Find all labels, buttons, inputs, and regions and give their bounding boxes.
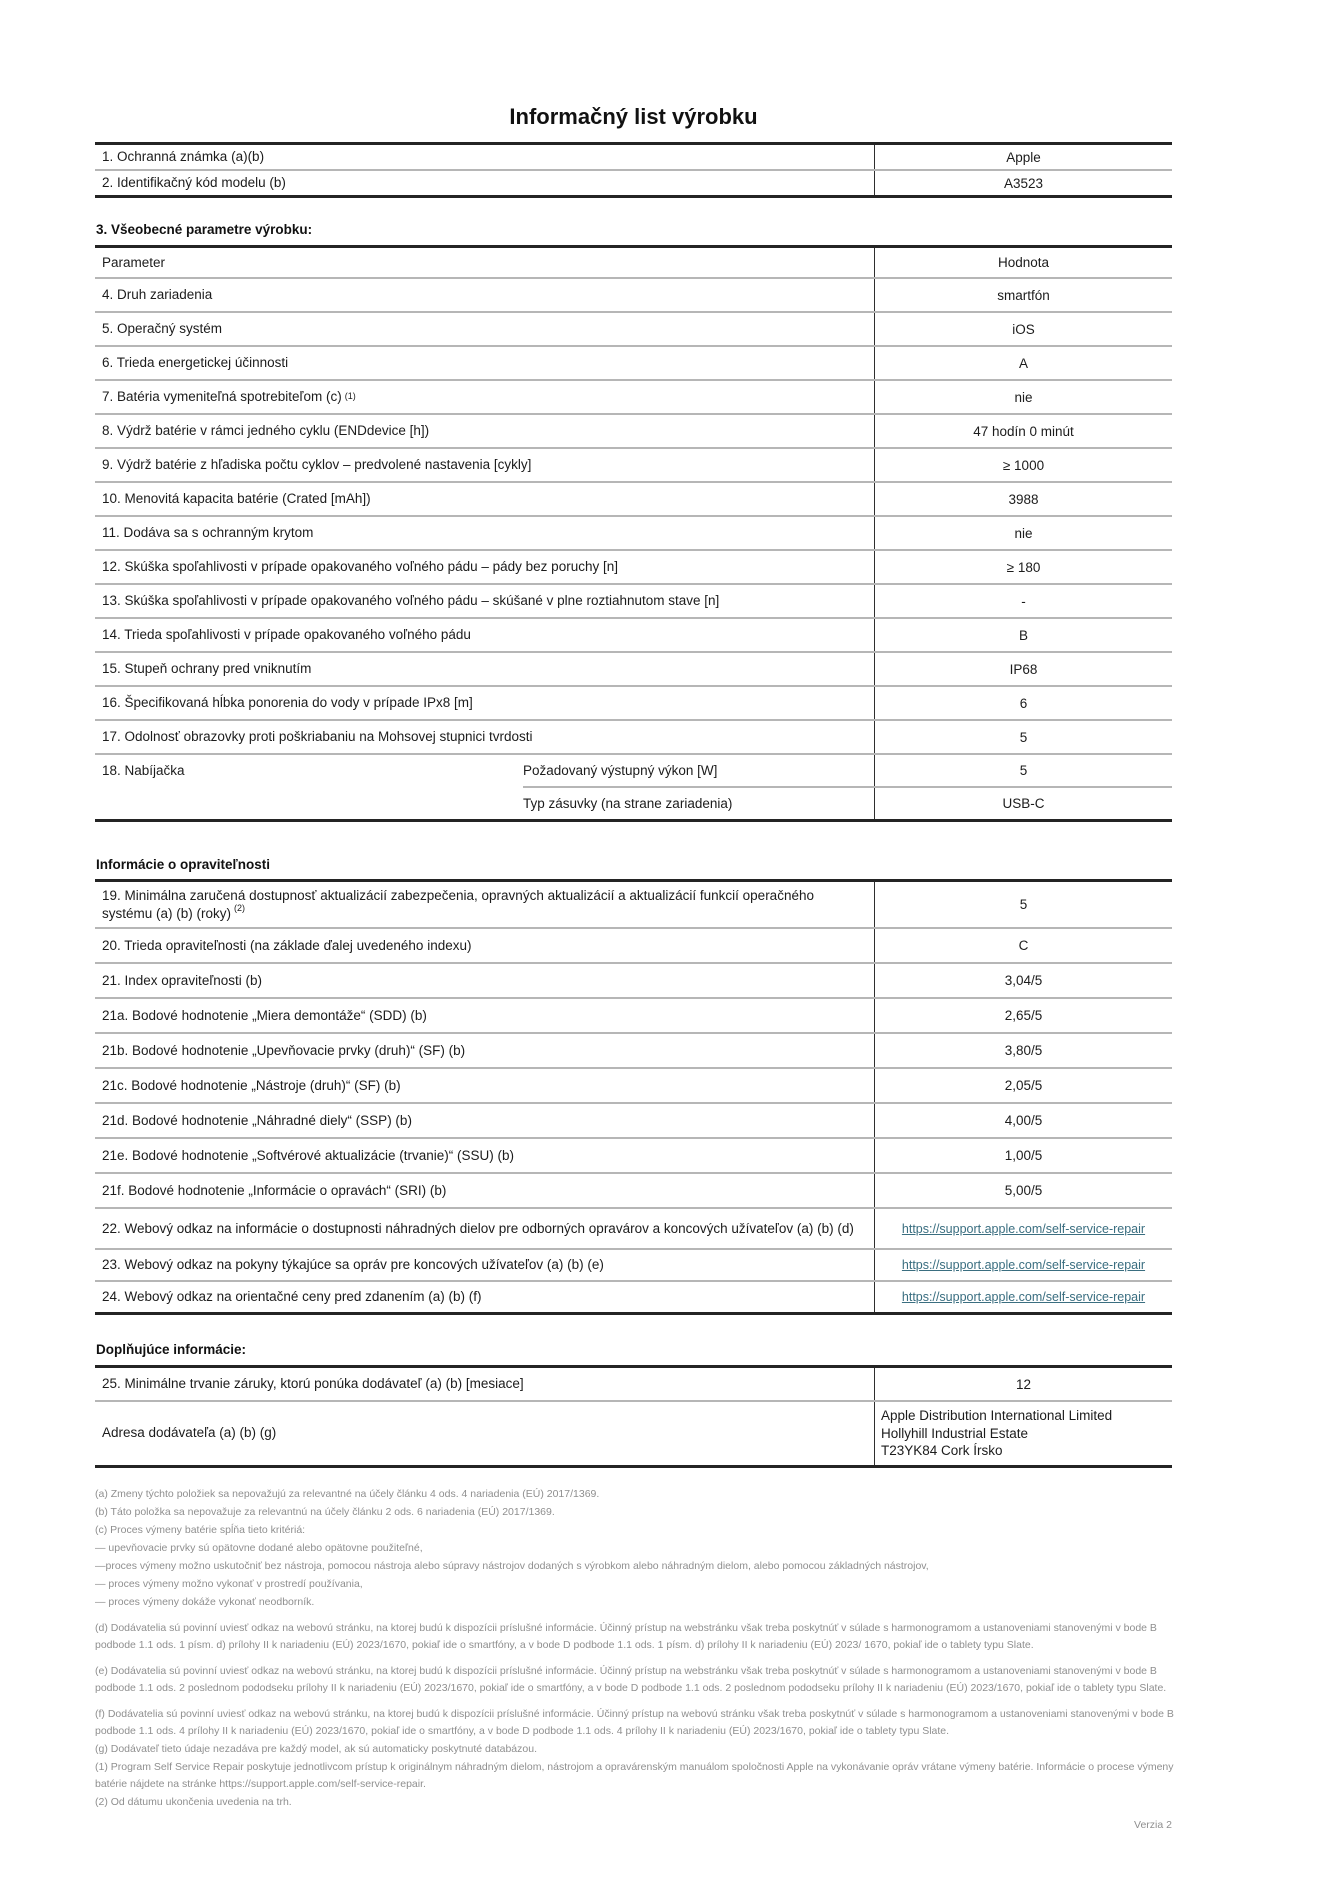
table-row xyxy=(95,1067,1172,1102)
param-value: ≥ 1000 xyxy=(1002,457,1045,473)
table-row xyxy=(95,379,1172,413)
param-label: 11. Dodáva sa s ochranným krytom xyxy=(95,517,875,549)
footnote-2: (2) Od dátumu ukončenia uvedenia na trh. xyxy=(95,1795,292,1808)
footnote-f: (f) Dodávatelia sú povinní uviesť odkaz na webovú stránku, na ktorej budú k dispozícii príslušné informácie. Účinný prístup na webovú stránku však treba poskytnúť v súlade s harmonogramom a ustanoveniami stanovenými v bode B podbode 1.1 ods. 4 prílohy II k nariadeniu (EÚ) 2023/1670, pokiaľ ide o smartfóny, a v bode D podbode 1.1 ods. 4 prílohy II k nariadeniu (EÚ) 2023/1670, pokiaľ ide o tablety typu Slate. xyxy=(95,1707,1174,1737)
param-label xyxy=(95,882,875,927)
param-label-text xyxy=(102,887,860,923)
param-label: 4. Druh zariadenia xyxy=(95,279,875,311)
product-information-sheet xyxy=(95,0,1172,1831)
supplier-address-row xyxy=(95,1400,1172,1465)
param-label: 9. Výdrž batérie z hľadiska počtu cyklov – predvolené nastavenia [cykly] xyxy=(95,449,875,481)
param-label: 14. Trieda spoľahlivosti v prípade opakovaného voľného pádu xyxy=(95,619,875,651)
table-row xyxy=(95,719,1172,753)
param-value: 2,05/5 xyxy=(1004,1078,1043,1093)
param-value: B xyxy=(1018,627,1028,643)
param-label: 5. Operačný systém xyxy=(95,313,875,345)
param-value: 3,80/5 xyxy=(1004,1043,1043,1058)
footnote-d: (d) Dodávatelia sú povinní uviesť odkaz na webovú stránku, na ktorej budú k dispozícii príslušné informácie. Účinný prístup na webstránku však treba poskytnúť v súlade s harmonogramom a ustanoveniami stanovenými v bode B podbode 1.1 ods. 1 písm. d) prílohy II k nariadeniu (EÚ) 2023/1670, pokiaľ ide o smartfóny, a v bode D podbode 1.1 ods. 1 písm. d) prílohy II k nariadeniu (EÚ) 2023/ 1670, pokiaľ ide o tablety typu Slate. xyxy=(95,1621,1157,1651)
param-value: 2,65/5 xyxy=(1004,1008,1043,1023)
param-value xyxy=(875,1282,1172,1312)
charger-row xyxy=(95,753,1172,819)
table-row xyxy=(95,1137,1172,1172)
trademark-value: Apple xyxy=(1006,149,1041,165)
footnote-c-item-1: — upevňovacie prvky sú opätovne dodané alebo opätovne použiteľné, xyxy=(95,1541,423,1554)
table-row xyxy=(95,1207,1172,1248)
supplier-city: T23YK84 Cork Írsko xyxy=(881,1443,1003,1458)
charger-label: 18. Nabíjačka xyxy=(102,763,185,778)
param-value xyxy=(875,1250,1172,1280)
param-label: 8. Výdrž batérie v rámci jedného cyklu (ENDdevice [h]) xyxy=(95,415,875,447)
table-row xyxy=(95,1032,1172,1067)
param-value: nie xyxy=(1014,525,1033,541)
warranty-value: 12 xyxy=(1015,1376,1032,1392)
footnotes xyxy=(95,1486,1195,1811)
param-value: 47 hodín 0 minút xyxy=(973,423,1074,439)
footnote-ref-2: (2) xyxy=(234,903,246,913)
param-value: smartfón xyxy=(997,287,1050,303)
footnote-g: (g) Dodávateľ tieto údaje nezadáva pre každý model, ak sú automaticky poskytnuté databázou. xyxy=(95,1742,537,1755)
param-label: 10. Menovitá kapacita batérie (Crated [mAh]) xyxy=(95,483,875,515)
param-value xyxy=(875,1209,1172,1248)
table-row xyxy=(95,145,1172,169)
param-value: 4,00/5 xyxy=(1004,1113,1043,1128)
section-heading-repairability: Informácie o opraviteľnosti xyxy=(96,857,270,872)
footnote-e: (e) Dodávatelia sú povinní uviesť odkaz na webovú stránku, na ktorej budú k dispozícii príslušné informácie. Účinný prístup na webstránku však treba poskytnúť v súlade s harmonogramom a ustanoveniami stanovenými v bode B podbode 1.1 ods. 2 poslednom pododseku prílohy II k nariadeniu (EÚ) 2023/1670, pokiaľ ide o smartfóny, a v bode D podbode 1.1 ods. 2 poslednom pododseku prílohy II k nariadeniu (EÚ) 2023/1670, pokiaľ ide o tablety typu Slate. xyxy=(95,1664,1167,1694)
version-label: Verzia 2 xyxy=(1134,1818,1172,1831)
table-row xyxy=(95,345,1172,379)
param-value: 6 xyxy=(1019,695,1028,711)
param-label: 21f. Bodové hodnotenie „Informácie o opravách“ (SRI) (b) xyxy=(95,1174,875,1207)
supplier-name: Apple Distribution International Limited xyxy=(881,1408,1113,1423)
param-label: 17. Odolnosť obrazovky proti poškriabaniu na Mohsovej stupnici tvrdosti xyxy=(95,721,875,753)
repair-instructions-link[interactable]: https://support.apple.com/self-service-repair xyxy=(901,1258,1146,1272)
footnote-b: (b) Táto položka sa nepovažuje za relevantnú na účely článku 2 ods. 6 nariadenia (EÚ) 2017/1369. xyxy=(95,1505,555,1518)
param-value: 3988 xyxy=(1008,491,1039,507)
param-label: 7. Batéria vymeniteľná spotrebiteľom (c) $^{(1)}$ xyxy=(95,381,875,413)
param-label: 20. Trieda opraviteľnosti (na základe ďalej uvedeného indexu) xyxy=(95,929,875,962)
footnote-c-item-4: — proces výmeny dokáže vykonať neodborník. xyxy=(95,1595,315,1608)
charger-output-power-value: 5 xyxy=(1019,763,1028,778)
identification-table xyxy=(95,142,1172,198)
param-label: 24. Webový odkaz na orientačné ceny pred zdanením (a) (b) (f) xyxy=(95,1282,875,1312)
param-label: 22. Webový odkaz na informácie o dostupnosti náhradných dielov pre odborných opravárov a koncových užívateľov (a) (b) (d) xyxy=(95,1209,875,1248)
table-row xyxy=(95,882,1172,927)
footnote-1: (1) Program Self Service Repair poskytuje jednotlivcom prístup k originálnym náhradným dielom, nástrojom a opravárenským manuálom spoločnosti Apple na vykonávanie opráv vrátane výmeny batérie. Informácie o procese výmeny batérie nájdete na stránke https://support.apple.com/self-service-repair. xyxy=(95,1760,1174,1790)
additional-information-table xyxy=(95,1365,1172,1468)
param-label-text: 7. Batéria vymeniteľná spotrebiteľom (c) xyxy=(102,389,342,404)
pretax-prices-link[interactable]: https://support.apple.com/self-service-repair xyxy=(901,1290,1146,1304)
footnote-c-item-3: — proces výmeny možno vykonať v prostredí používania, xyxy=(95,1577,363,1590)
trademark-label: 1. Ochranná známka (a)(b) xyxy=(95,145,875,169)
table-row xyxy=(95,277,1172,311)
charger-output-power-label: Požadovaný výstupný výkon [W] xyxy=(523,755,875,786)
table-row xyxy=(95,685,1172,719)
param-label: 21d. Bodové hodnotenie „Náhradné diely“ (SSP) (b) xyxy=(95,1104,875,1137)
supplier-address-label: Adresa dodávateľa (a) (b) (g) xyxy=(95,1402,875,1465)
table-row xyxy=(95,927,1172,962)
footnote-c: (c) Proces výmeny batérie spĺňa tieto kritériá: xyxy=(95,1523,306,1536)
param-value: 5 xyxy=(1019,729,1028,745)
footnote-a: (a) Zmeny týchto položiek sa nepovažujú za relevantné na účely článku 4 ods. 4 nariadenia (EÚ) 2017/1369. xyxy=(95,1487,600,1500)
table-row xyxy=(95,1280,1172,1312)
update-availability-label: 19. Minimálna zaručená dostupnosť aktualizácií zabezpečenia, opravných aktualizácií a aktualizácií funkcií operačného systému (a) (b) (roky) xyxy=(102,887,814,921)
section-heading-additional: Doplňujúce informácie: xyxy=(96,1342,247,1357)
charger-subtable xyxy=(523,755,1172,819)
param-label: 6. Trieda energetickej účinnosti xyxy=(95,347,875,379)
param-value: C xyxy=(1018,938,1029,953)
repairability-table xyxy=(95,879,1172,1315)
param-value: iOS xyxy=(1012,321,1035,337)
table-row xyxy=(95,515,1172,549)
param-label: 12. Skúška spoľahlivosti v prípade opakovaného voľného pádu – pády bez poruchy [n] xyxy=(95,551,875,583)
param-label: 21b. Bodové hodnotenie „Upevňovacie prvky (druh)“ (SF) (b) xyxy=(95,1034,875,1067)
supplier-street: Hollyhill Industrial Estate xyxy=(881,1425,1029,1441)
table-row xyxy=(95,617,1172,651)
table-row xyxy=(95,583,1172,617)
page-title: Informačný list výrobku xyxy=(509,104,758,129)
param-label: 23. Webový odkaz na pokyny týkajúce sa opráv pre koncových užívateľov (a) (b) (e) xyxy=(95,1250,875,1280)
table-row xyxy=(95,413,1172,447)
param-value: 3,04/5 xyxy=(1004,973,1043,988)
param-label: 21c. Bodové hodnotenie „Nástroje (druh)“ (SF) (b) xyxy=(95,1069,875,1102)
table-row xyxy=(523,786,1172,819)
table-row xyxy=(523,755,1172,786)
table-row xyxy=(95,311,1172,345)
column-header-value: Hodnota xyxy=(997,255,1050,270)
table-row xyxy=(95,549,1172,583)
table-row xyxy=(95,169,1172,195)
param-value: nie xyxy=(1014,389,1033,405)
param-label: 15. Stupeň ochrany pred vniknutím xyxy=(95,653,875,685)
param-value: - xyxy=(1021,593,1026,609)
table-row xyxy=(95,1248,1172,1280)
section-heading-general: 3. Všeobecné parametre výrobku: xyxy=(96,222,313,237)
param-value: IP68 xyxy=(1009,661,1038,677)
table-row xyxy=(95,997,1172,1032)
model-id-value: A3523 xyxy=(1003,175,1044,191)
model-id-label: 2. Identifikačný kód modelu (b) xyxy=(95,171,875,195)
table-row xyxy=(95,1172,1172,1207)
param-label: 16. Špecifikovaná hĺbka ponorenia do vody v prípade IPx8 [m] xyxy=(95,687,875,719)
table-row xyxy=(95,481,1172,515)
table-row xyxy=(95,1368,1172,1400)
param-label: 21. Index opraviteľnosti (b) xyxy=(95,964,875,997)
param-label: 21a. Bodové hodnotenie „Miera demontáže“ (SDD) (b) xyxy=(95,999,875,1032)
table-header-row xyxy=(95,248,1172,277)
param-value: 1,00/5 xyxy=(1004,1148,1043,1163)
charger-socket-type-label: Typ zásuvky (na strane zariadenia) xyxy=(523,788,875,819)
param-value: A xyxy=(1018,355,1028,371)
table-row xyxy=(95,651,1172,685)
footnote-c-item-2: —proces výmeny možno uskutočniť bez nástroja, pomocou nástroja alebo súpravy nástrojov dodaných s výrobkom alebo náhradným dielom, alebo pomocou základných nástrojov, xyxy=(95,1559,929,1572)
spare-parts-link[interactable]: https://support.apple.com/self-service-repair xyxy=(901,1221,1146,1236)
table-row xyxy=(95,962,1172,997)
param-label: 21e. Bodové hodnotenie „Softvérové aktualizácie (trvanie)“ (SSU) (b) xyxy=(95,1139,875,1172)
general-parameters-table xyxy=(95,245,1172,822)
param-value: 5,00/5 xyxy=(1004,1183,1043,1198)
supplier-address-value xyxy=(875,1402,1172,1465)
warranty-label: 25. Minimálne trvanie záruky, ktorú ponúka dodávateľ (a) (b) [mesiace] xyxy=(95,1368,875,1400)
column-header-parameter: Parameter xyxy=(95,248,875,277)
charger-socket-type-value: USB-C xyxy=(1002,796,1045,811)
param-label: 13. Skúška spoľahlivosti v prípade opakovaného voľného pádu – skúšané v plne roztiahnutom stave [n] xyxy=(95,585,875,617)
param-value: 5 xyxy=(1019,897,1028,912)
table-row xyxy=(95,447,1172,481)
param-value: ≥ 180 xyxy=(1006,559,1041,575)
table-row xyxy=(95,1102,1172,1137)
